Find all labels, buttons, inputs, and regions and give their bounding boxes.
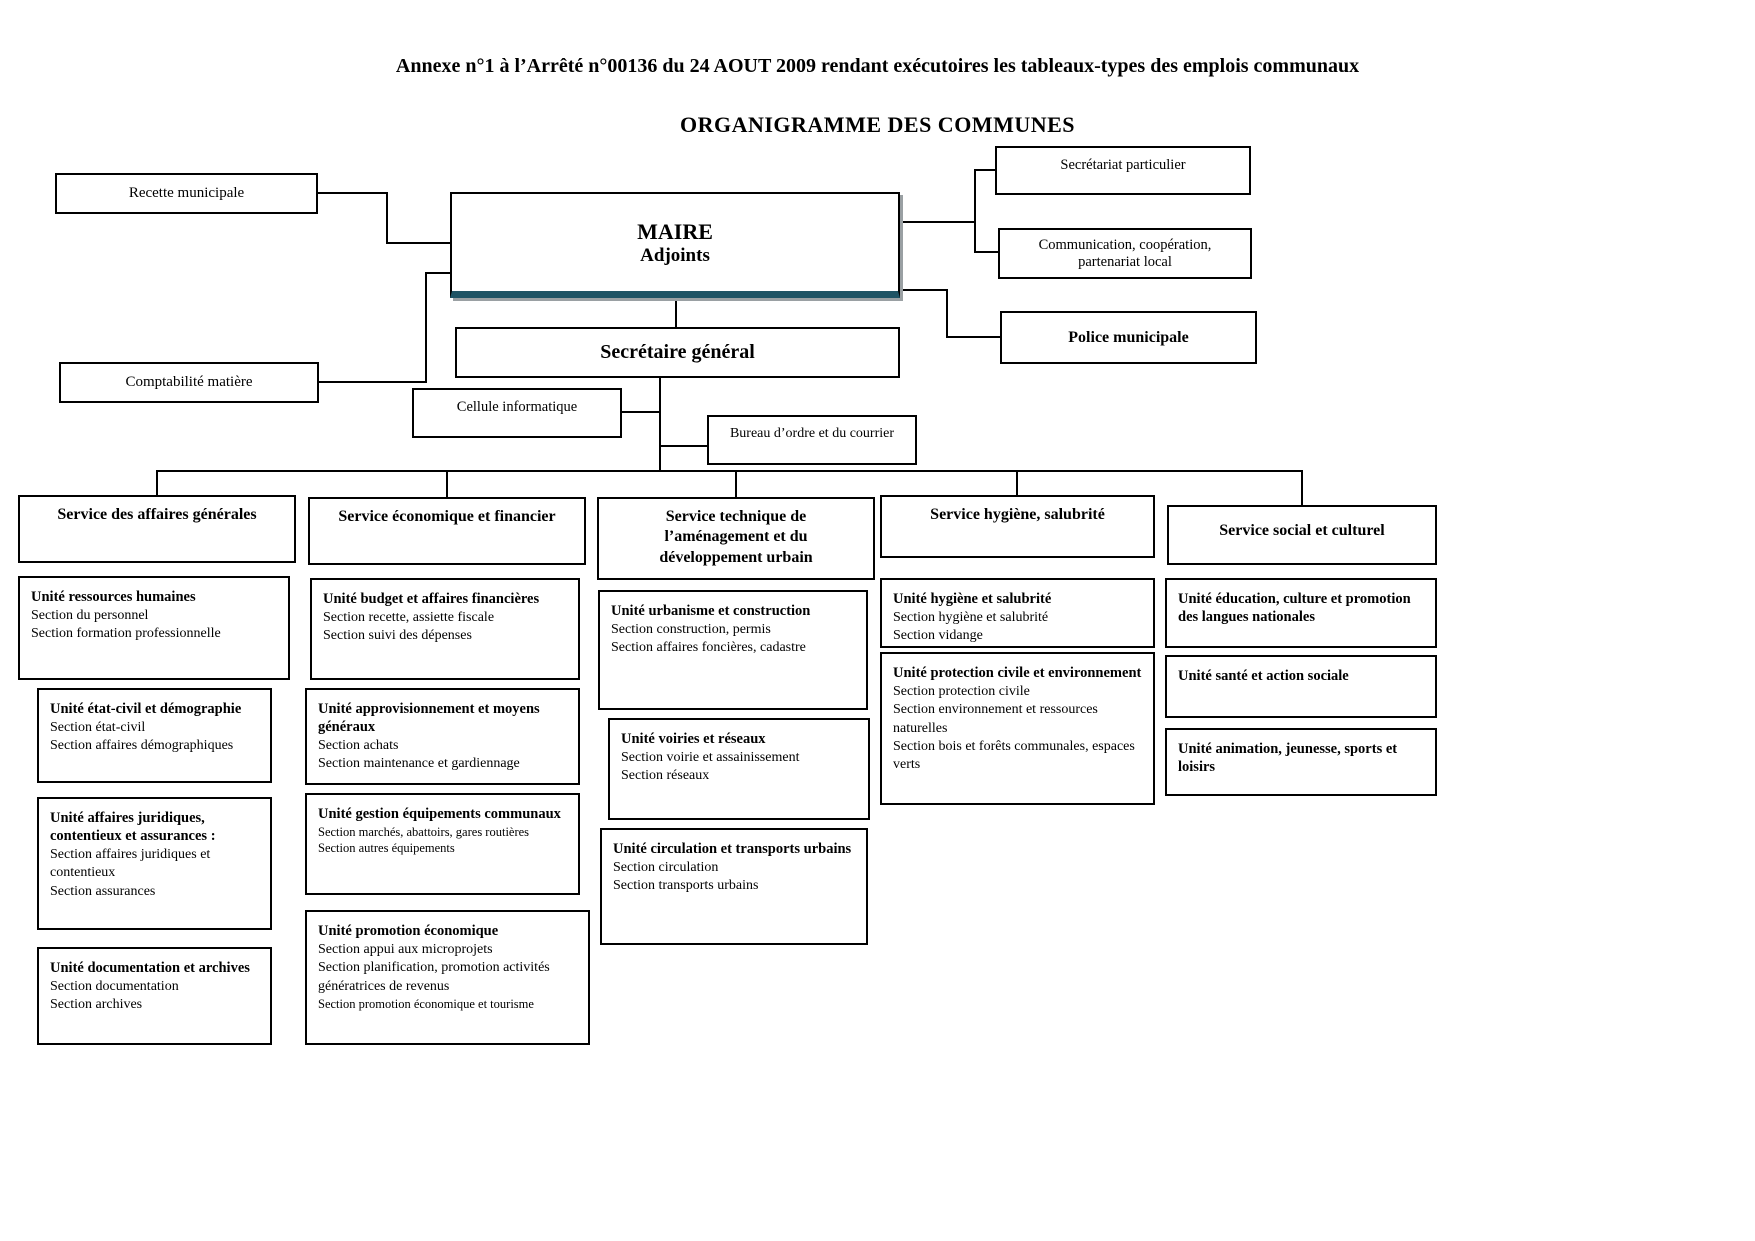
node-label: Police municipale [1068, 328, 1189, 346]
unit-section: Section état-civil [50, 720, 146, 736]
unit-section: Section assurances [50, 883, 156, 899]
unit-section: Section protection civile [893, 684, 1030, 700]
connector-line [318, 192, 388, 194]
node-label: Cellule informatique [456, 399, 578, 415]
unit-sections [50, 978, 259, 1014]
unit-section: Section recette, assiette fiscale [323, 610, 495, 626]
service-economique-financier: Service économique et financier [308, 497, 586, 565]
unit-hygiene-salubrite [880, 578, 1155, 648]
unit-animation-jeunesse-sports [1165, 728, 1437, 796]
unit-title: Unité animation, jeunesse, sports et loisirs [1178, 741, 1398, 776]
node-secretariat-particulier [995, 146, 1251, 195]
unit-section: Section suivi des dépenses [323, 628, 472, 644]
chart-title: ORGANIGRAMME DES COMMUNES [679, 112, 1076, 137]
node-cellule-informatique [412, 388, 622, 438]
unit-section: Section hygiène et salubrité [893, 610, 1049, 626]
unit-section: Section autres équipements [318, 841, 455, 856]
unit-sections [50, 846, 259, 901]
service-affaires-generales: Service des affaires générales [18, 495, 296, 563]
unit-sections [893, 609, 1142, 645]
node-label: Comptabilité matière [125, 374, 253, 390]
connector-line [675, 296, 677, 327]
unit-title: Unité santé et action sociale [1178, 668, 1349, 684]
unit-section: Section environnement et ressources naturelles [893, 702, 1098, 736]
unit-section: Section circulation [613, 860, 719, 876]
connector-line [1016, 470, 1018, 495]
unit-sections [31, 607, 277, 643]
unit-title: Unité voiries et réseaux [621, 731, 766, 747]
connector-line [974, 251, 998, 253]
unit-title: Unité hygiène et salubrité [893, 591, 1052, 607]
unit-section: Section vidange [893, 628, 983, 644]
unit-sections [893, 683, 1142, 774]
maire-title: MAIRE [637, 218, 713, 244]
unit-section: Section transports urbains [613, 878, 759, 894]
unit-title: Unité promotion économique [318, 923, 499, 939]
unit-section: Section affaires juridiques et contentieux [50, 847, 211, 881]
unit-documentation-archives [37, 947, 272, 1045]
unit-title: Unité urbanisme et construction [611, 603, 811, 619]
node-communication-cooperation [998, 228, 1252, 279]
unit-education-culture-langues [1165, 578, 1437, 648]
unit-sections [318, 824, 567, 857]
unit-urbanisme-construction [598, 590, 868, 710]
unit-gestion-equipements [305, 793, 580, 895]
node-label: Recette municipale [128, 185, 245, 201]
unit-promotion-economique [305, 910, 590, 1045]
unit-sections [318, 737, 567, 773]
unit-section: Section affaires démographiques [50, 738, 234, 754]
unit-affaires-juridiques [37, 797, 272, 930]
unit-section: Section du personnel [31, 608, 149, 624]
unit-approvisionnement-moyens [305, 688, 580, 785]
unit-title: Unité gestion équipements communaux [318, 806, 561, 822]
service-technique-amenagement: Service technique de l’aménagement et du développement urbain [597, 497, 875, 580]
unit-circulation-transports [600, 828, 868, 945]
connector-line [659, 378, 661, 472]
connector-line [446, 470, 448, 497]
connector-line [661, 445, 707, 447]
unit-title: Unité état-civil et démographie [50, 701, 242, 717]
unit-title: Unité documentation et archives [50, 960, 250, 976]
connector-line [156, 470, 158, 495]
unit-section: Section achats [318, 738, 399, 754]
unit-budget-affaires-financieres [310, 578, 580, 680]
unit-sections [611, 621, 855, 657]
connector-line [425, 272, 450, 274]
unit-sections [50, 719, 259, 755]
unit-protection-civile-environnement [880, 652, 1155, 805]
unit-section: Section formation professionnelle [31, 626, 221, 642]
node-label: Secrétariat particulier [1060, 157, 1186, 173]
connector-line [386, 242, 450, 244]
node-maire-adjoints [450, 192, 900, 298]
unit-section: Section construction, permis [611, 622, 771, 638]
unit-etat-civil-demographie [37, 688, 272, 783]
unit-section: Section promotion économique et tourisme [318, 996, 534, 1011]
adjoints-subtitle: Adjoints [640, 244, 710, 266]
node-secretaire-general [455, 327, 900, 378]
connector-line [900, 221, 976, 223]
connector-line [319, 381, 427, 383]
connector-line [900, 289, 948, 291]
connector-line [946, 289, 948, 338]
unit-section: Section appui aux microprojets [318, 942, 493, 958]
unit-title: Unité circulation et transports urbains [613, 841, 852, 857]
unit-voiries-reseaux [608, 718, 870, 820]
unit-section: Section documentation [50, 979, 179, 995]
node-comptabilite-matiere [59, 362, 319, 403]
unit-sections [613, 859, 855, 895]
node-label: Bureau d’ordre et du courrier [729, 426, 895, 441]
unit-sante-action-sociale [1165, 655, 1437, 718]
unit-sections [621, 749, 857, 785]
connector-line [425, 272, 427, 383]
unit-section: Section planification, promotion activités génératrices de revenus [318, 960, 550, 994]
connector-line [974, 169, 995, 171]
node-label: Communication, coopération, partenariat local [1038, 236, 1212, 270]
connector-line [622, 411, 659, 413]
unit-title: Unité ressources humaines [31, 589, 196, 605]
unit-section: Section réseaux [621, 768, 710, 784]
node-police-municipale [1000, 311, 1257, 364]
unit-section: Section bois et forêts communales, espaces verts [893, 738, 1135, 772]
service-hygiene-salubrite: Service hygiène, salubrité [880, 495, 1155, 558]
unit-section: Section voirie et assainissement [621, 750, 800, 766]
connector-line [156, 470, 1303, 472]
unit-title: Unité budget et affaires financières [323, 591, 540, 607]
unit-section: Section affaires foncières, cadastre [611, 640, 806, 656]
service-social-culturel: Service social et culturel [1167, 505, 1437, 565]
unit-title: Unité approvisionnement et moyens généraux [318, 701, 540, 736]
unit-sections [323, 609, 567, 645]
connector-line [386, 192, 388, 244]
unit-section: Section marchés, abattoirs, gares routières [318, 825, 530, 840]
connector-line [946, 336, 1000, 338]
node-bureau-ordre-courrier [707, 415, 917, 465]
unit-title: Unité éducation, culture et promotion des langues nationales [1178, 591, 1411, 626]
node-recette-municipale [55, 173, 318, 214]
unit-title: Unité affaires juridiques, contentieux et assurances : [50, 810, 216, 845]
unit-title: Unité protection civile et environnement [893, 665, 1142, 681]
connector-line [735, 470, 737, 497]
unit-section: Section maintenance et gardiennage [318, 756, 520, 772]
unit-ressources-humaines [18, 576, 290, 680]
connector-line [974, 169, 976, 253]
unit-section: Section archives [50, 997, 143, 1013]
document-title: Annexe n°1 à l’Arrêté n°00136 du 24 AOUT 2009 rendant exécutoires les tableaux-types des emplois communaux [395, 55, 1360, 77]
connector-line [1301, 470, 1303, 505]
node-label: Secrétaire général [600, 341, 755, 363]
